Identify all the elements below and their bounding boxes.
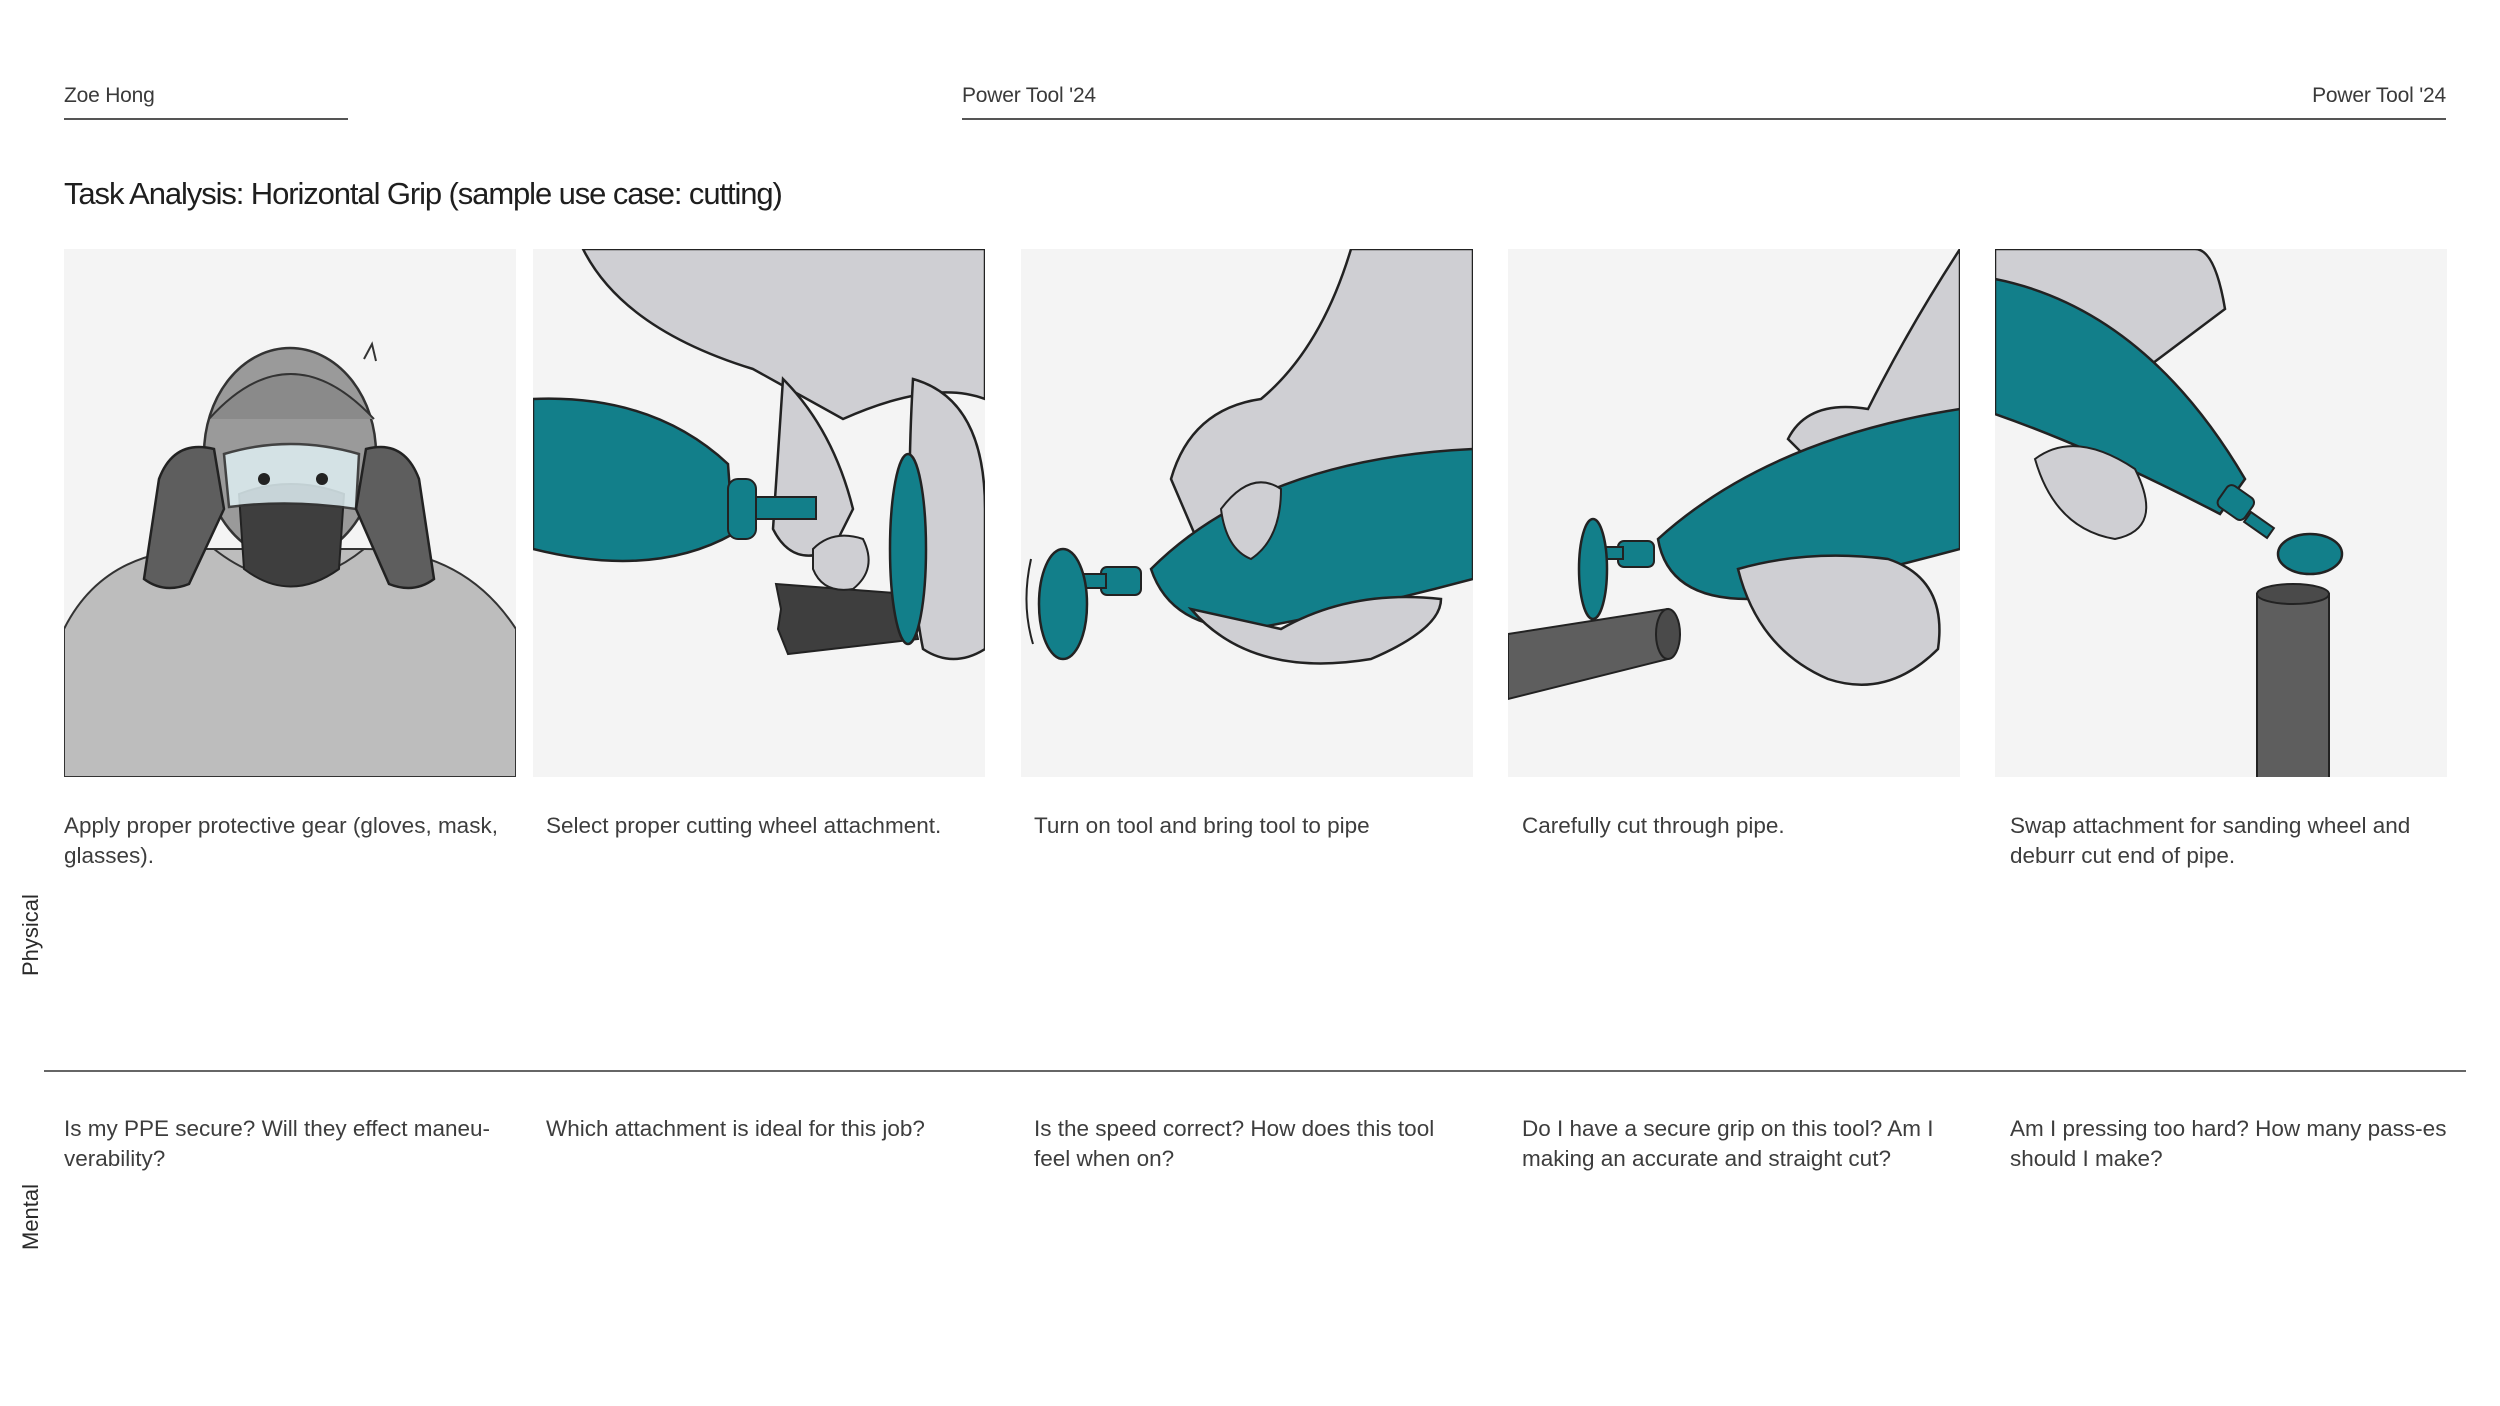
turn-on-tool-illustration [1021, 249, 1473, 777]
row-divider [44, 1070, 2466, 1072]
illustration-deburr-pipe [1995, 249, 2447, 777]
author-name: Zoe Hong [64, 84, 155, 107]
header-rule-right [962, 118, 2446, 120]
project-title-center: Power Tool '24 [962, 84, 1096, 107]
physical-step-1: Apply proper protective gear (gloves, mask, glasses). [64, 813, 498, 868]
mental-step-2: Which attachment is ideal for this job? [546, 1116, 925, 1141]
select-attachment-illustration [533, 249, 985, 777]
page-title: Task Analysis: Horizontal Grip (sample use case: cutting) [64, 176, 782, 211]
physical-step-5: Swap attachment for sanding wheel and deburr cut end of pipe. [2010, 813, 2411, 868]
illustration-apply-ppe [64, 249, 516, 777]
row-label-physical: Physical [18, 894, 43, 976]
mental-step-4: Do I have a secure grip on this tool? Am I making an accurate and straight cut? [1522, 1116, 1934, 1171]
illustration-turn-on-tool [1021, 249, 1473, 777]
physical-step-4: Carefully cut through pipe. [1522, 813, 1785, 838]
mental-step-5: Am I pressing too hard? How many pass-es should I make? [2010, 1116, 2447, 1171]
project-title-right: Power Tool '24 [2312, 84, 2446, 107]
cut-pipe-illustration [1508, 249, 1960, 777]
physical-step-3: Turn on tool and bring tool to pipe [1034, 813, 1370, 838]
row-label-mental: Mental [18, 1183, 43, 1250]
mental-step-3: Is the speed correct? How does this tool feel when on? [1034, 1116, 1435, 1171]
mental-step-1: Is my PPE secure? Will they effect maneu-verability? [64, 1116, 490, 1171]
deburr-pipe-illustration [1995, 249, 2447, 777]
illustration-select-attachment [533, 249, 985, 777]
ppe-person-illustration [64, 249, 516, 777]
physical-step-2: Select proper cutting wheel attachment. [546, 813, 942, 838]
illustration-cut-pipe [1508, 249, 1960, 777]
header-rule-left [64, 118, 348, 120]
